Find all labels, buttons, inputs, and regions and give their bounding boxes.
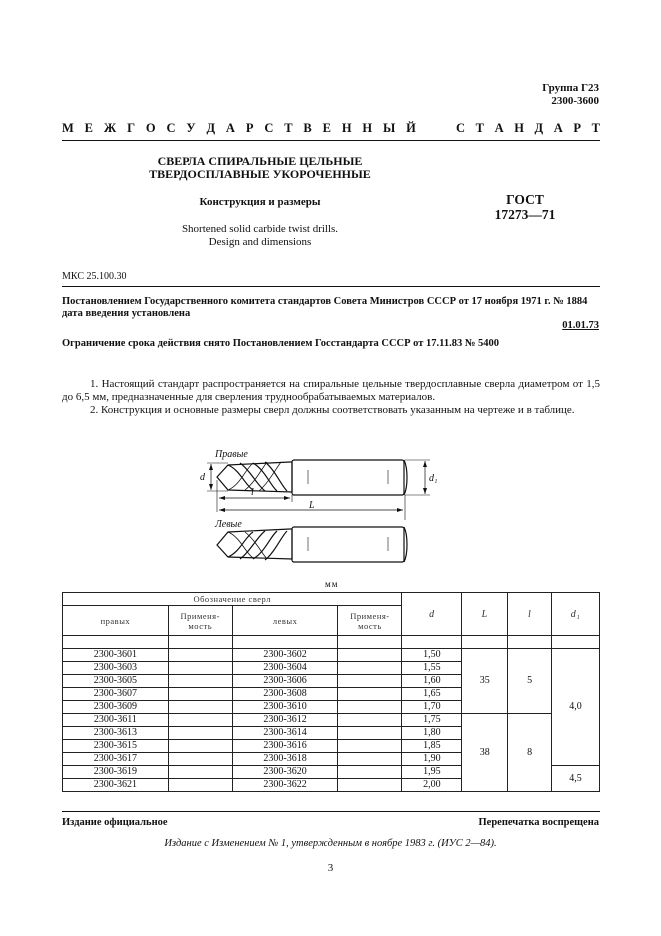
decree-text: Постановлением Государственного комитета стандартов Совета Министров СССР от 17 ноября 1971 г. № 1884 дата введения установлена (62, 296, 588, 319)
limit-text: Ограничение срока действия снято Постановлением Госстандарта СССР от 17.11.83 № 5400 (62, 338, 500, 349)
cell-left-designation: 2300-3608 (232, 688, 338, 701)
cell-left-designation: 2300-3614 (232, 727, 338, 740)
cell-d: 1,60 (402, 675, 462, 688)
cell-left-designation: 2300-3612 (232, 714, 338, 727)
cell-d: 1,85 (402, 740, 462, 753)
cell-d: 1,50 (402, 649, 462, 662)
cell-apply-right (168, 688, 232, 701)
cell-apply-right (168, 766, 232, 779)
cell-apply-left (338, 675, 402, 688)
table-row (63, 714, 600, 727)
heading-letter: Н (341, 121, 352, 135)
page-number: 3 (327, 862, 334, 874)
cell-apply-left (338, 714, 402, 727)
cell-right-designation: 2300-3605 (63, 675, 169, 688)
mks-rule (62, 286, 600, 287)
heading-letter: Р (245, 121, 254, 135)
cell-left-designation: 2300-3618 (232, 753, 338, 766)
heading-letter: Т (284, 121, 293, 135)
heading-letter: А (225, 121, 235, 135)
cell-apply-right (168, 727, 232, 740)
gost-label: ГОСТ (506, 192, 544, 207)
cell-l-group2: 8 (508, 714, 552, 792)
left-drill-figure (217, 527, 407, 562)
cell-d: 1,90 (402, 753, 462, 766)
title-line-2: ТВЕРДОСПЛАВНЫЕ УКОРОЧЕННЫЕ (149, 167, 371, 181)
cell-d: 1,70 (402, 701, 462, 714)
table-row (63, 649, 600, 662)
cell-apply-right (168, 649, 232, 662)
th-right: правых (63, 606, 169, 636)
group-code (542, 82, 599, 108)
cell-apply-right (168, 779, 232, 792)
th-left: левых (232, 606, 338, 636)
cell-left-designation: 2300-3610 (232, 701, 338, 714)
heading-letter: С (166, 121, 176, 135)
heading-letter: Р (573, 121, 581, 135)
header-rule (62, 140, 600, 141)
units-label: мм (325, 579, 339, 589)
cell-right-designation: 2300-3621 (63, 779, 169, 792)
cell-apply-right (168, 753, 232, 766)
cell-apply-left (338, 649, 402, 662)
drill-drawing (195, 440, 445, 570)
introduction-date: 01.01.73 (562, 320, 599, 331)
mks-code: МКС 25.100.30 (62, 271, 127, 282)
heading-letter: В (303, 121, 312, 135)
cell-d: 1,65 (402, 688, 462, 701)
cell-apply-left (338, 779, 402, 792)
english-title-line-1: Shortened solid carbide twist drills. (181, 223, 339, 235)
right-drill-figure (217, 460, 407, 495)
heading-letter: Е (84, 121, 94, 135)
cell-right-designation: 2300-3617 (63, 753, 169, 766)
title-line-1: СВЕРЛА СПИРАЛЬНЫЕ ЦЕЛЬНЫЕ (157, 154, 363, 168)
official-edition: Издание официальное (62, 817, 168, 828)
heading-letter: М (62, 121, 74, 135)
paragraph-2: 2. Конструкция и основные размеры сверл должны соответствовать указанным на чертеже и в таблице. (90, 404, 575, 416)
th-d: d (402, 593, 462, 636)
cell-d1-group2: 4,5 (552, 766, 600, 792)
cell-L-group2: 38 (462, 714, 508, 792)
cell-apply-right (168, 662, 232, 675)
cell-apply-left (338, 740, 402, 753)
cell-apply-left (338, 766, 402, 779)
cell-left-designation: 2300-3616 (232, 740, 338, 753)
cell-left-designation: 2300-3620 (232, 766, 338, 779)
heading-letter: Т (591, 121, 600, 135)
cell-right-designation: 2300-3609 (63, 701, 169, 714)
edition-note: Издание с Изменением № 1, утвержденным в ноябре 1983 г. (ИУС 2—84). (164, 838, 497, 849)
th-designation-group: Обозначение сверл (63, 593, 402, 606)
cell-apply-left (338, 701, 402, 714)
cell-left-designation: 2300-3606 (232, 675, 338, 688)
dim-d1-label: d₁ (429, 473, 438, 484)
th-apply-right: Применя-мость (168, 606, 232, 636)
cell-apply-right (168, 740, 232, 753)
cell-right-designation: 2300-3615 (63, 740, 169, 753)
cell-d: 2,00 (402, 779, 462, 792)
cell-apply-right (168, 714, 232, 727)
group-line-2: 2300-3600 (551, 95, 599, 107)
heading-letter: Д (534, 121, 544, 135)
cell-right-designation: 2300-3601 (63, 649, 169, 662)
cell-apply-left (338, 727, 402, 740)
document-title (130, 155, 390, 181)
cell-left-designation: 2300-3622 (232, 779, 338, 792)
dim-d-label: d (200, 472, 205, 483)
cell-right-designation: 2300-3613 (63, 727, 169, 740)
drill-dimensions-table (62, 592, 600, 792)
heading-letter: Д (206, 121, 216, 135)
english-title-line-2: Design and dimensions (208, 236, 312, 248)
th-L: L (462, 593, 508, 636)
cell-d: 1,80 (402, 727, 462, 740)
paragraph-1: 1. Настоящий стандарт распространяется на спиральные цельные твердосплавные сверла диаметром от 1,5 до 6,5 мм, предназначенные для сверления труднообрабатываемых материалов. (62, 378, 600, 403)
heading-letter: А (494, 121, 504, 135)
cell-d: 1,95 (402, 766, 462, 779)
heading-letter: Т (475, 121, 484, 135)
cell-l-group1: 5 (508, 649, 552, 714)
gost-number: 17273—71 (494, 207, 556, 222)
heading-letter: С (456, 121, 466, 135)
th-l: l (508, 593, 552, 636)
english-title (130, 223, 390, 249)
th-d1: d₁ (552, 593, 600, 636)
heading-letter: О (145, 121, 156, 135)
cell-L-group1: 35 (462, 649, 508, 714)
cell-apply-right (168, 701, 232, 714)
document-subtitle: Конструкция и размеры (199, 196, 321, 208)
cell-apply-left (338, 688, 402, 701)
cell-left-designation: 2300-3602 (232, 649, 338, 662)
heading-word-standart (456, 121, 600, 136)
label-right-handed: Правые (215, 449, 248, 460)
heading-letter: Й (406, 121, 416, 135)
dim-L-label: L (309, 500, 315, 511)
footer-rule (62, 811, 600, 812)
cell-right-designation: 2300-3603 (63, 662, 169, 675)
label-left-handed: Левые (215, 519, 242, 530)
heading-letter: Ы (383, 121, 396, 135)
cell-d1-group1: 4,0 (552, 649, 600, 766)
cell-apply-left (338, 662, 402, 675)
gost-number-block (470, 192, 580, 222)
cell-right-designation: 2300-3619 (63, 766, 169, 779)
heading-letter: Е (322, 121, 331, 135)
cell-right-designation: 2300-3607 (63, 688, 169, 701)
heading-letter: Н (362, 121, 373, 135)
cell-d: 1,75 (402, 714, 462, 727)
heading-letter: А (553, 121, 563, 135)
heading-letter: Н (514, 121, 524, 135)
cell-left-designation: 2300-3604 (232, 662, 338, 675)
heading-word-mezhgos (62, 121, 416, 136)
standard-type-heading (62, 121, 600, 136)
heading-letter: Ж (103, 121, 117, 135)
heading-letter: С (264, 121, 274, 135)
heading-letter: У (186, 121, 196, 135)
reprint-prohibited: Перепечатка воспрещена (478, 817, 599, 828)
th-apply-left: Применя-мость (338, 606, 402, 636)
dim-l-label: l (251, 487, 254, 498)
cell-apply-right (168, 675, 232, 688)
cell-right-designation: 2300-3611 (63, 714, 169, 727)
heading-letter: Г (127, 121, 136, 135)
cell-d: 1,55 (402, 662, 462, 675)
group-line-1: Группа Г23 (542, 82, 599, 94)
cell-apply-left (338, 753, 402, 766)
